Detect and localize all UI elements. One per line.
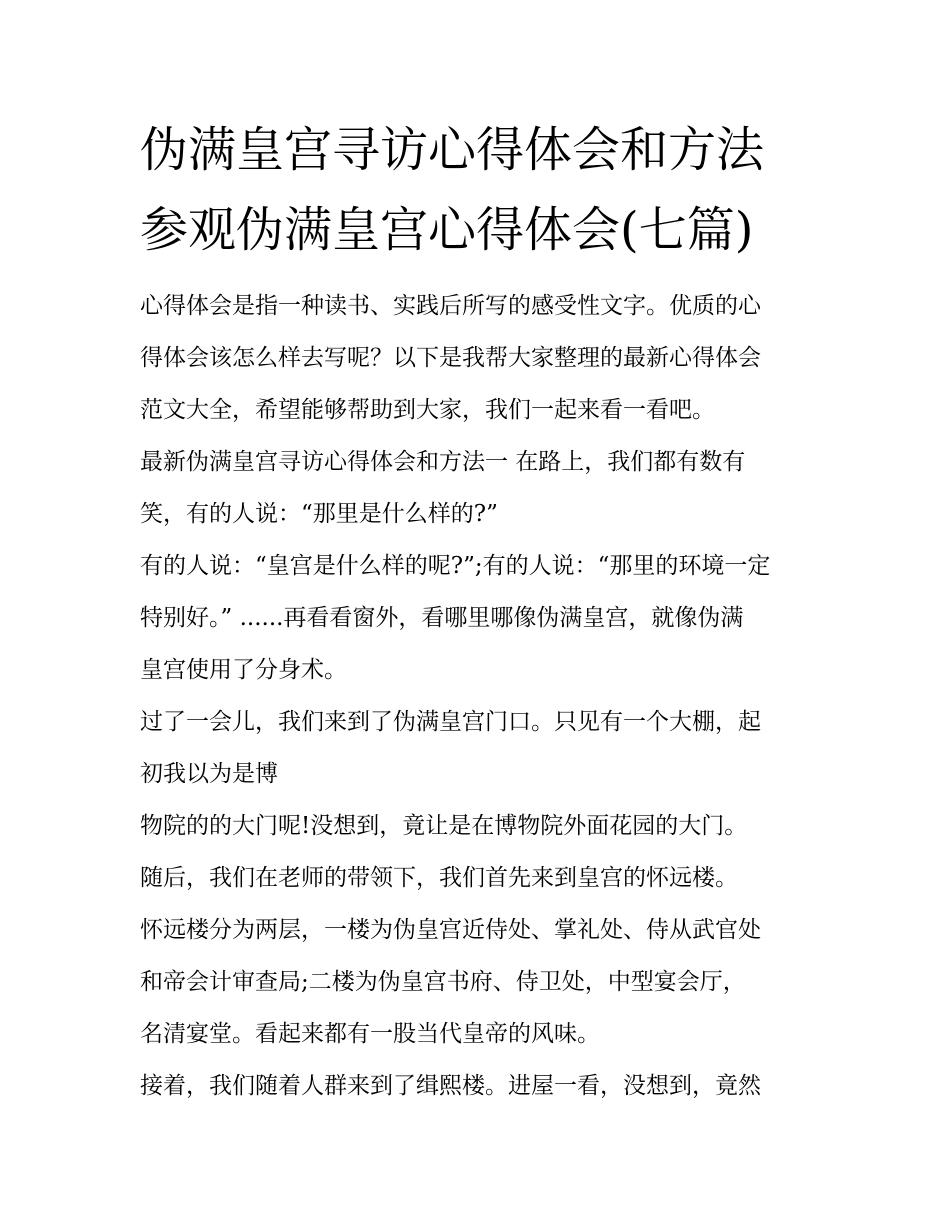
body-line: 物院的的大门呢!没想到，竟让是在博物院外面花园的大门。 [140,813,748,839]
title-line-1: 伪满皇宫寻访心得体会和方法 [140,122,765,178]
body-line: 有的人说：“皇宫是什么样的呢?”;有的人说：“那里的环境一定 [140,553,771,579]
body-line: 过了一会儿，我们来到了伪满皇宫门口。只见有一个大棚，起 [140,709,761,735]
body-line: 初我以为是博 [140,761,278,787]
body-line: 皇宫使用了分身术。 [140,657,347,683]
document-body [140,280,830,1112]
body-line: 范文大全，希望能够帮助到大家，我们一起来看一看吧。 [140,397,715,423]
document-content [140,110,830,1112]
body-line: 和帝会计审查局;二楼为伪皇宫书府、侍卫处，中型宴会厅， [140,969,746,995]
body-line: 特别好。” ......再看看窗外，看哪里哪像伪满皇宫，就像伪满 [140,605,744,631]
body-line: 名清宴堂。看起来都有一股当代皇帝的风味。 [140,1021,600,1047]
body-line: 心得体会是指一种读书、实践后所写的感受性文字。优质的心 [140,293,761,319]
body-line: 笑，有的人说：“那里是什么样的?” [140,501,498,527]
body-line: 随后，我们在老师的带领下，我们首先来到皇宫的怀远楼。 [140,865,738,891]
title-line-2: 参观伪满皇宫心得体会(七篇) [140,202,754,258]
document-title [140,110,830,270]
body-line: 最新伪满皇宫寻访心得体会和方法一 在路上，我们都有数有 [140,449,746,475]
body-line: 接着，我们随着人群来到了缉熙楼。进屋一看，没想到，竟然 [140,1073,761,1099]
body-line: 得体会该怎么样去写呢？以下是我帮大家整理的最新心得体会 [140,345,761,371]
body-line: 怀远楼分为两层，一楼为伪皇宫近侍处、掌礼处、侍从武官处 [140,917,761,943]
